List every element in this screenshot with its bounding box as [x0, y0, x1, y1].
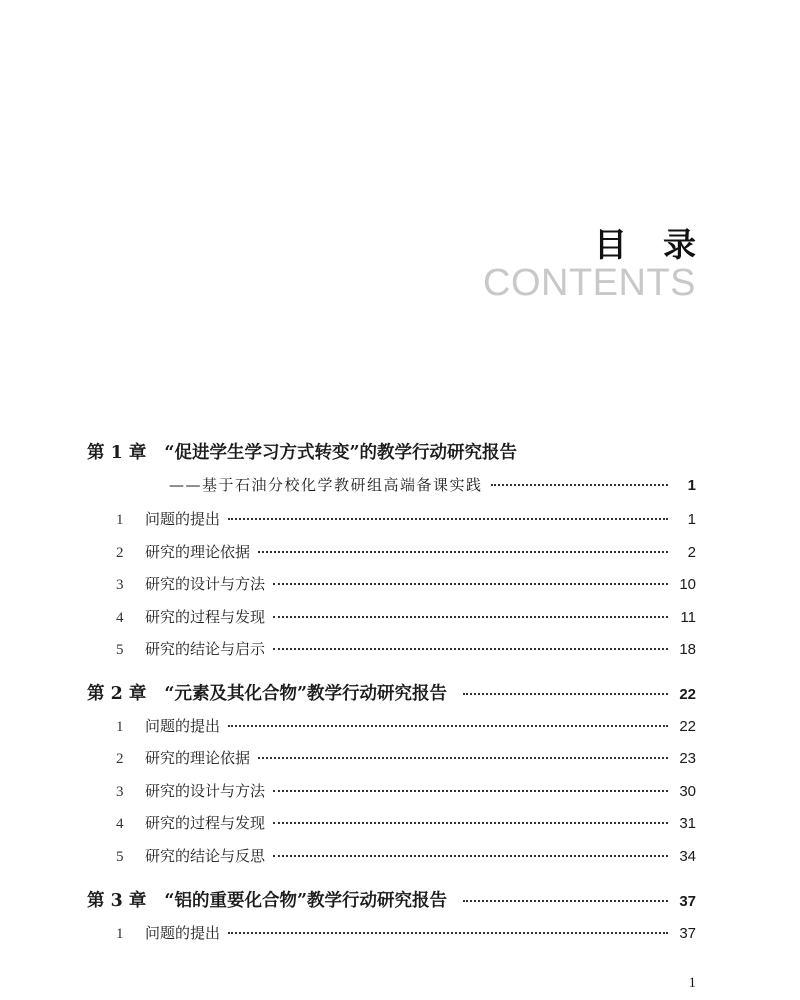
dot-leader [228, 518, 668, 520]
dot-leader [273, 616, 668, 618]
page-number: 22 [679, 718, 696, 735]
dot-leader [463, 693, 668, 695]
entry-label: 问题的提出 [145, 510, 221, 528]
chapter-3-row[interactable] [87, 887, 696, 912]
entry-label: 研究的理论依据 [145, 749, 251, 767]
dot-leader [491, 484, 668, 486]
toc-header-title: 目录 [594, 225, 732, 264]
entry-number: 5 [116, 849, 124, 865]
entry-label: 研究的结论与反思 [145, 847, 266, 865]
dot-leader [258, 551, 668, 553]
page-number: 23 [679, 750, 696, 767]
page-number: 37 [679, 893, 696, 910]
toc-entry[interactable] [116, 606, 696, 627]
entry-label: 研究的结论与启示 [145, 640, 266, 658]
page-number: 34 [679, 848, 696, 865]
dot-leader [463, 900, 668, 902]
page-number: 31 [679, 815, 696, 832]
dot-leader [273, 648, 668, 650]
entry-number: 1 [116, 512, 124, 528]
page-number: 10 [679, 576, 696, 593]
dot-leader [273, 790, 668, 792]
chapter-title: “促进学生学习方式转变”的教学行动研究报告 [164, 443, 518, 463]
entry-number: 5 [116, 642, 124, 658]
chapter-1-subtitle-row[interactable] [169, 474, 696, 495]
entry-label: 研究的设计与方法 [145, 575, 266, 593]
page-number: 2 [687, 544, 696, 561]
page-number: 30 [679, 783, 696, 800]
toc-entry[interactable] [116, 812, 696, 833]
dot-leader [273, 855, 668, 857]
entry-number: 3 [116, 577, 124, 593]
entry-label: 问题的提出 [145, 717, 221, 735]
entry-label: 问题的提出 [145, 924, 221, 942]
dot-leader [258, 757, 668, 759]
chapter-2-row[interactable] [87, 680, 696, 705]
chapter-title: “铝的重要化合物”教学行动研究报告 [164, 891, 448, 911]
chapter-title: “元素及其化合物”教学行动研究报告 [164, 684, 448, 704]
toc-entry[interactable] [116, 541, 696, 562]
entry-label: 研究的过程与发现 [145, 814, 266, 832]
toc-entry[interactable] [116, 715, 696, 736]
page-number: 1 [687, 511, 696, 528]
page-number: 37 [679, 925, 696, 942]
entry-number: 1 [116, 926, 124, 942]
toc-entry[interactable] [116, 845, 696, 866]
page-number: 11 [680, 609, 696, 626]
chapter-number: 第 3 章 [87, 891, 147, 911]
toc-entry[interactable] [116, 780, 696, 801]
entry-number: 4 [116, 610, 124, 626]
page-number: 18 [679, 641, 696, 658]
page-number: 22 [679, 686, 696, 703]
chapter-subtitle: ——基于石油分校化学教研组高端备课实践 [169, 476, 483, 494]
toc-header-subtitle: CONTENTS [483, 262, 696, 304]
entry-number: 1 [116, 719, 124, 735]
footer-page-number: 1 [688, 975, 696, 991]
dot-leader [228, 932, 668, 934]
toc-entry[interactable] [116, 922, 696, 943]
page-number: 1 [687, 477, 696, 494]
entry-number: 2 [116, 545, 124, 561]
chapter-number: 第 2 章 [87, 684, 147, 704]
entry-number: 4 [116, 816, 124, 832]
dot-leader [228, 725, 668, 727]
toc-entry[interactable] [116, 573, 696, 594]
dot-leader [273, 822, 668, 824]
entry-number: 2 [116, 751, 124, 767]
entry-number: 3 [116, 784, 124, 800]
chapter-number: 第 1 章 [87, 443, 147, 463]
chapter-1-row[interactable] [87, 439, 696, 464]
toc-entry[interactable] [116, 638, 696, 659]
entry-label: 研究的理论依据 [145, 543, 251, 561]
toc-entry[interactable] [116, 508, 696, 529]
entry-label: 研究的设计与方法 [145, 782, 266, 800]
dot-leader [273, 583, 668, 585]
entry-label: 研究的过程与发现 [145, 608, 266, 626]
toc-entry[interactable] [116, 747, 696, 768]
